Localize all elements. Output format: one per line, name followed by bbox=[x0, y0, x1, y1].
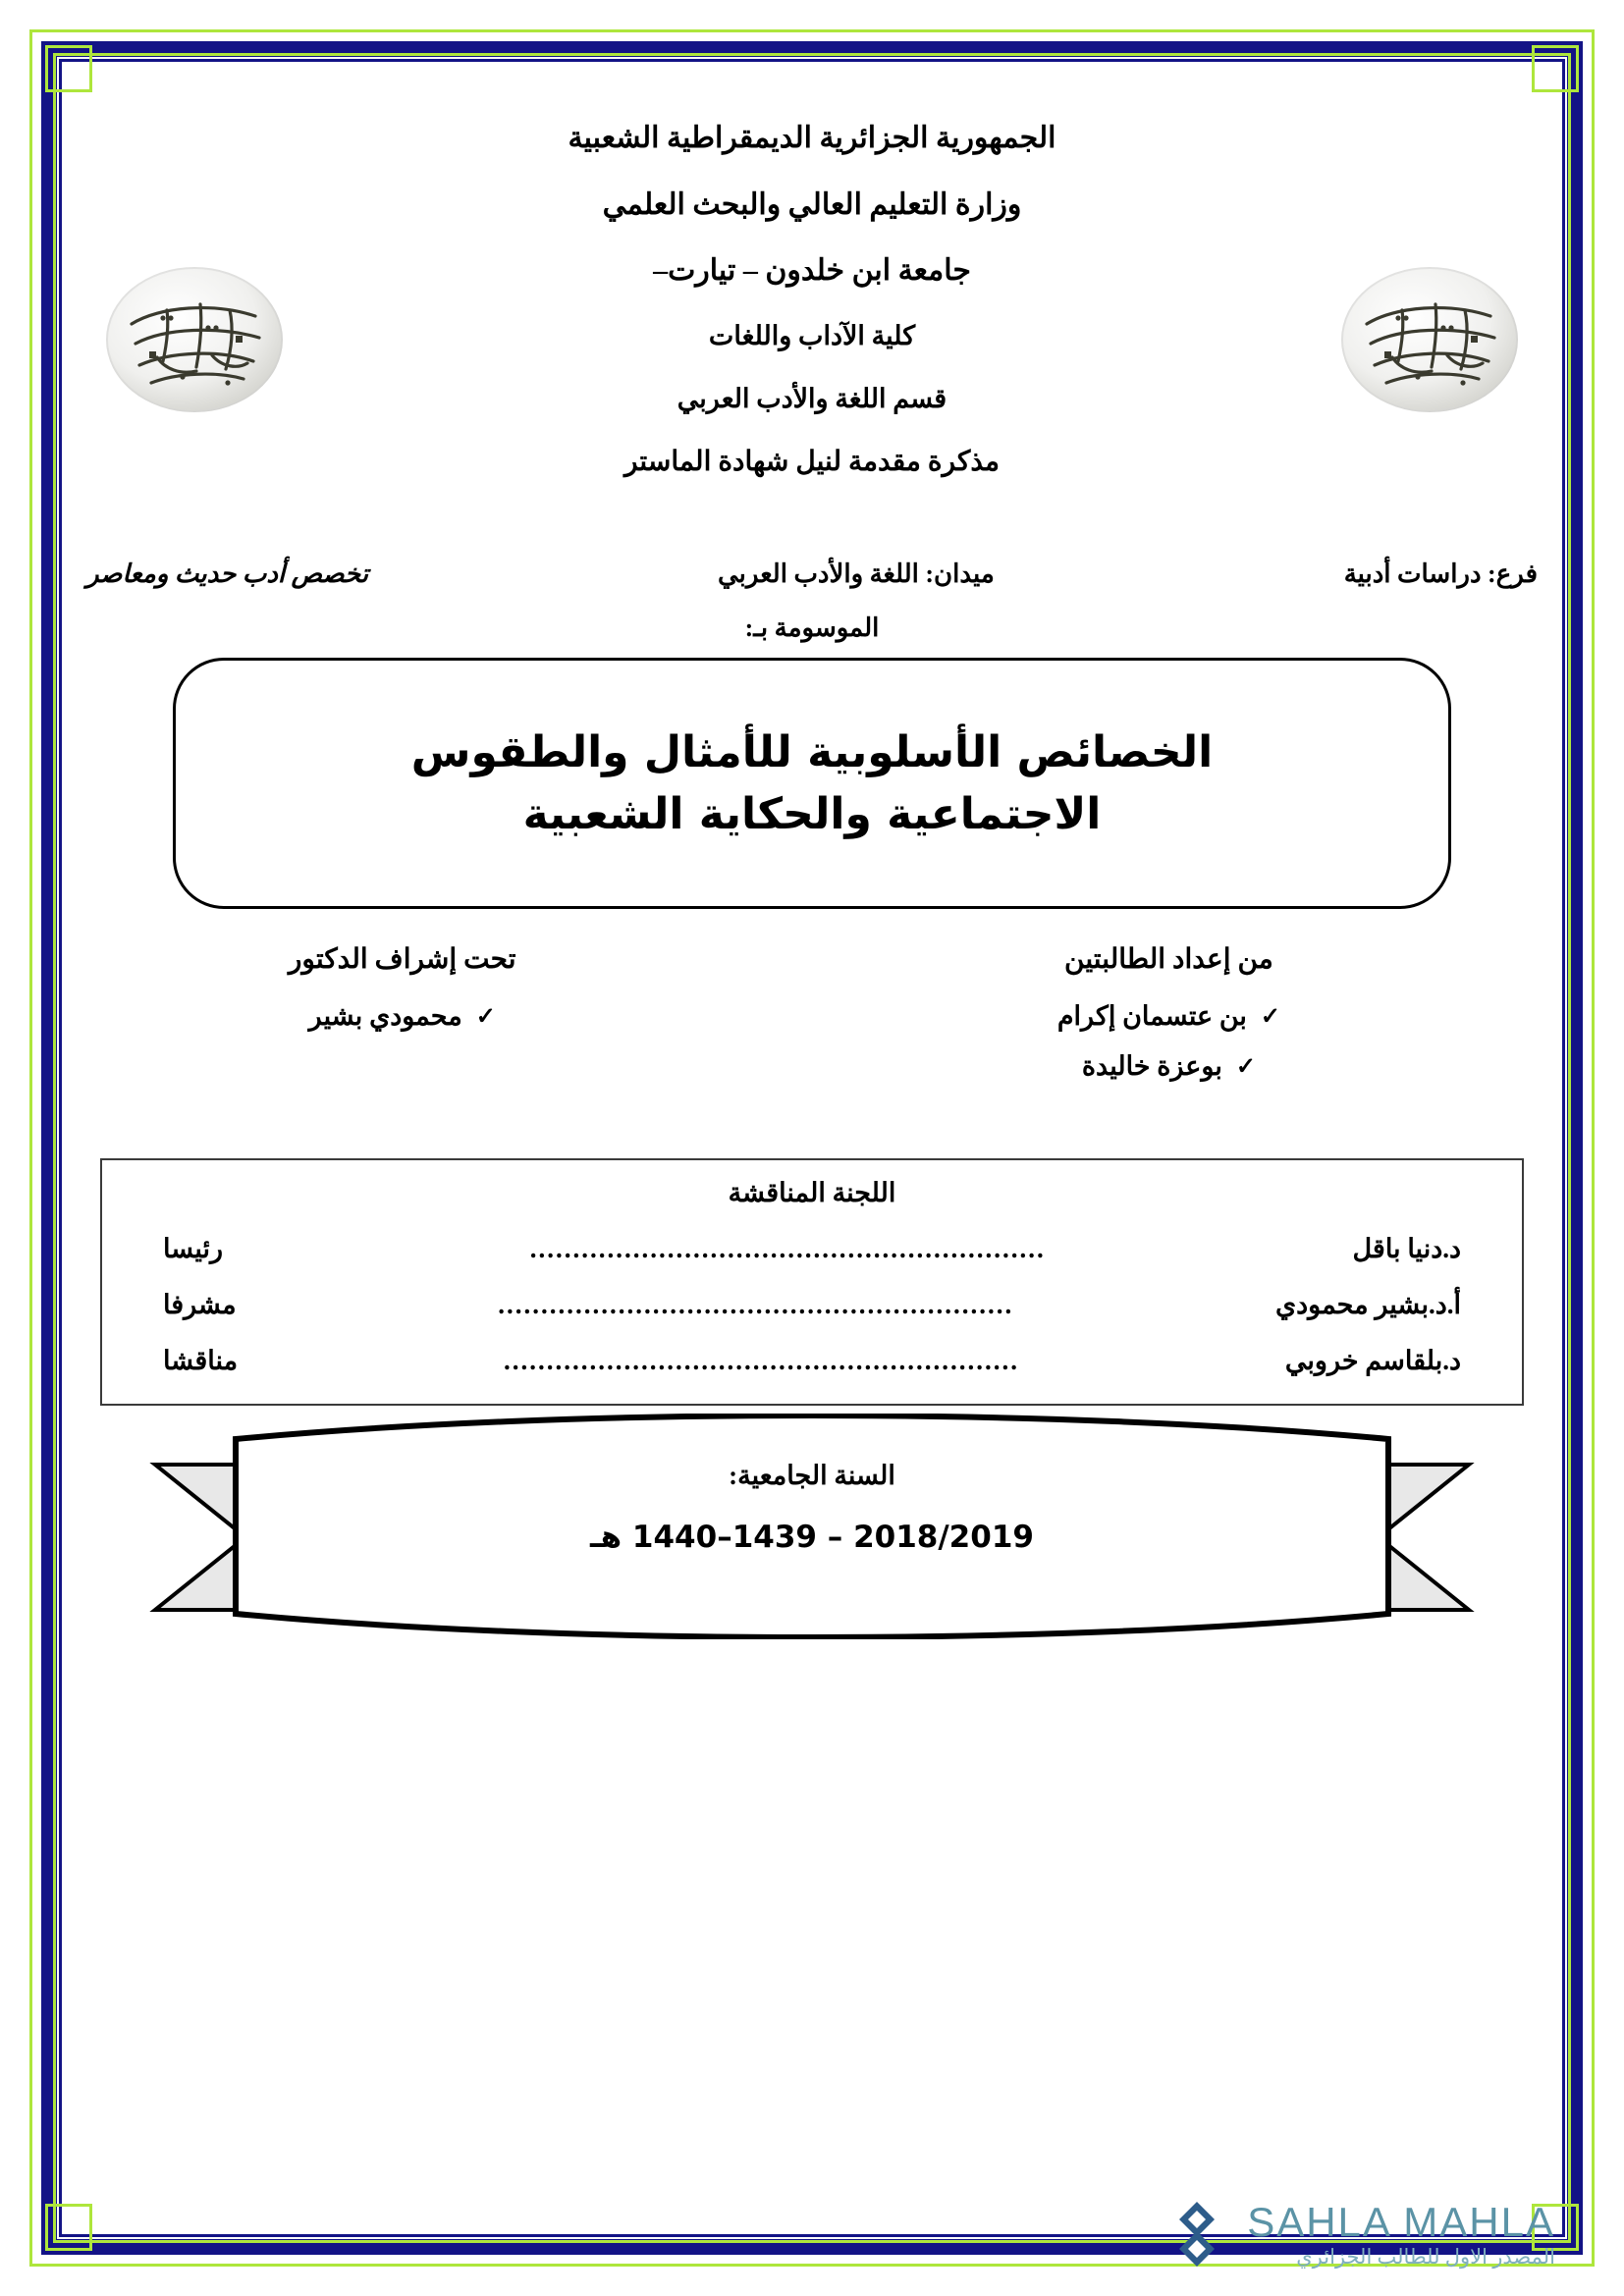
academic-year-label: السنة الجامعية: bbox=[729, 1461, 895, 1490]
thesis-title-line-2: الاجتماعية والحكاية الشعبية bbox=[522, 789, 1102, 839]
marked-by-label: الموسومة بـ: bbox=[744, 614, 880, 642]
committee-row bbox=[141, 1346, 1483, 1376]
committee-box bbox=[100, 1158, 1524, 1406]
dotted-leader: ............................................................ bbox=[503, 1348, 1019, 1374]
academic-year-value: 2018/2019 – 1439–1440 هـ bbox=[590, 1520, 1034, 1555]
institutional-header bbox=[79, 123, 1545, 512]
author-name: بن عتسمان إكرام bbox=[1056, 1001, 1247, 1031]
author-name: بوعزة خاليدة bbox=[1081, 1051, 1222, 1081]
academic-year-ribbon bbox=[79, 1414, 1545, 1639]
check-icon: ✓ bbox=[1260, 1004, 1281, 1030]
authors-heading: من إعداد الطالبتين bbox=[1064, 944, 1273, 975]
classification-row bbox=[79, 560, 1545, 589]
committee-member-name: د.دنيا باقل bbox=[1352, 1234, 1461, 1263]
committee-member-role: مشرفا bbox=[163, 1290, 237, 1319]
sahla-mahla-logo-icon bbox=[1161, 2198, 1233, 2270]
committee-member-role: مناقشا bbox=[163, 1346, 239, 1375]
faculty-line: كلية الآداب واللغات bbox=[708, 320, 916, 350]
author-entry bbox=[865, 1051, 1473, 1082]
thesis-title-box bbox=[173, 658, 1451, 909]
field-label: ميدان: اللغة والأدب العربي bbox=[718, 560, 995, 588]
author-entry bbox=[865, 1001, 1473, 1032]
authors-column bbox=[865, 942, 1473, 1101]
committee-row bbox=[141, 1234, 1483, 1264]
people-section bbox=[79, 942, 1545, 1101]
supervisor-entry bbox=[151, 1001, 653, 1032]
committee-row bbox=[141, 1290, 1483, 1320]
dotted-leader: ............................................................ bbox=[529, 1236, 1046, 1262]
site-watermark bbox=[1161, 2198, 1555, 2270]
check-icon: ✓ bbox=[475, 1004, 496, 1030]
committee-member-name: أ.د.بشير محمودي bbox=[1274, 1290, 1461, 1319]
ministry-line: وزارة التعليم العالي والبحث العلمي bbox=[602, 187, 1022, 221]
watermark-brand: SAHLA MAHLA bbox=[1247, 2198, 1555, 2245]
cover-content bbox=[79, 79, 1545, 2217]
supervisor-heading: تحت إشراف الدكتور bbox=[288, 944, 516, 975]
watermark-tagline: المصدر الاول للطالب الجزائري bbox=[1296, 2244, 1555, 2269]
thesis-title-line-1: الخصائص الأسلوبية للأمثال والطقوس bbox=[410, 726, 1214, 777]
degree-note: مذكرة مقدمة لنيل شهادة الماستر bbox=[623, 447, 1001, 478]
committee-title: اللجنة المناقشة bbox=[728, 1178, 896, 1207]
supervisor-column bbox=[151, 942, 653, 1101]
supervisor-name: محمودي بشير bbox=[308, 1001, 462, 1031]
department-line: قسم اللغة والأدب العربي bbox=[677, 383, 947, 413]
specialty-label: تخصص أدب حديث ومعاصر bbox=[86, 560, 369, 588]
check-icon: ✓ bbox=[1235, 1054, 1256, 1080]
country-line: الجمهورية الجزائرية الديمقراطية الشعبية bbox=[568, 122, 1056, 154]
committee-member-role: رئيسا bbox=[163, 1234, 224, 1263]
university-line: جامعة ابن خلدون – تيارت– bbox=[653, 254, 971, 287]
dotted-leader: ............................................................ bbox=[498, 1292, 1014, 1318]
branch-label: فرع: دراسات أدبية bbox=[1343, 560, 1538, 588]
committee-member-name: د.بلقاسم خروبي bbox=[1284, 1346, 1461, 1375]
